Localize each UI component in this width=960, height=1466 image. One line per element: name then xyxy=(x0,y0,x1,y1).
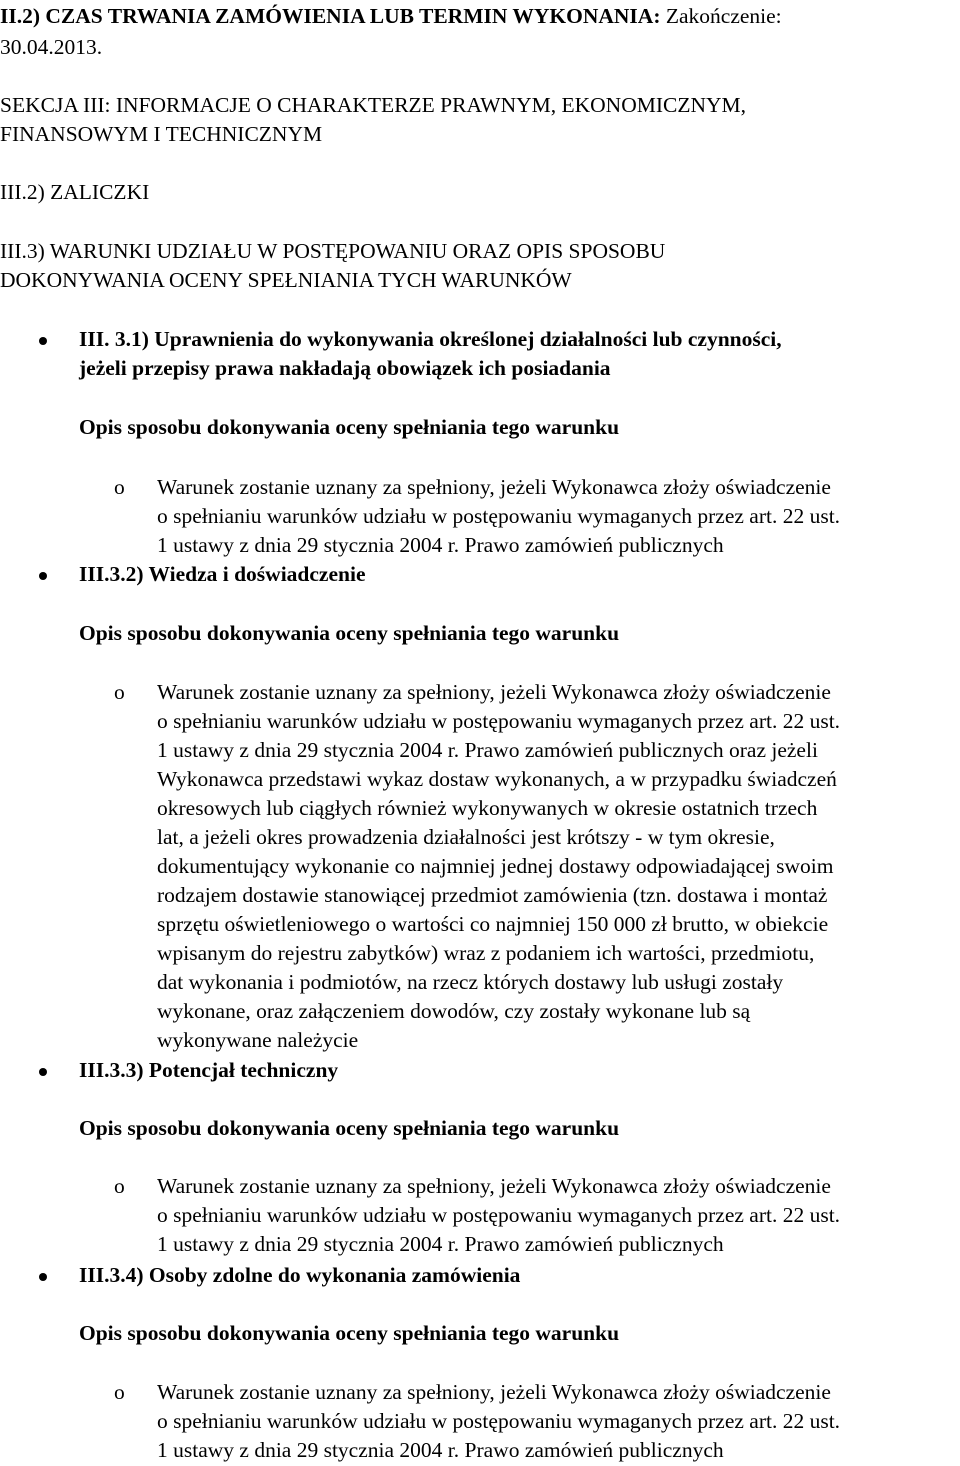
section-iii32-text-line8: rodzajem dostawie stanowiącej przedmiot zamówienia (tzn. dostawa i montaż xyxy=(157,883,828,907)
section-iii32-text-line9: sprzętu oświetleniowego o wartości co najmniej 150 000 zł brutto, w obiekcie xyxy=(157,912,829,936)
section-iii32-text-line12: wykonane, oraz załączeniem dowodów, czy zostały wykonane lub są xyxy=(157,999,751,1023)
section-iii32-opis-heading: Opis sposobu dokonywania oceny spełniania tego warunku xyxy=(79,621,620,645)
section-iii33-text-line2: o spełnianiu warunków udziału w postępowaniu wymaganych przez art. 22 ust. xyxy=(157,1203,841,1227)
section-ii2-date: 30.04.2013. xyxy=(0,35,103,59)
section-iii33-opis-heading: Opis sposobu dokonywania oceny spełniania tego warunku xyxy=(79,1116,620,1140)
section-iii31-text-line3: 1 ustawy z dnia 29 stycznia 2004 r. Prawo zamówień publicznych xyxy=(157,533,724,557)
section-iii32-text-line4: Wykonawca przedstawi wykaz dostaw wykonanych, a w przypadku świadczeń xyxy=(157,767,837,791)
section-iii31-title-line2: jeżeli przepisy prawa nakładają obowiązek ich posiadania xyxy=(79,356,611,380)
section-iii33-title: III.3.3) Potencjał techniczny xyxy=(79,1058,339,1082)
section-iii32-text-line11: dat wykonania i podmiotów, na rzecz których dostawy lub usługi zostały xyxy=(157,970,784,994)
section-iii31-text-line2: o spełnianiu warunków udziału w postępowaniu wymaganych przez art. 22 ust. xyxy=(157,504,841,528)
section-iii32-text-line3: 1 ustawy z dnia 29 stycznia 2004 r. Prawo zamówień publicznych oraz jeżeli xyxy=(157,738,818,762)
section-iii32-text-line7: dokumentujący wykonanie co najmniej jednej dostawy odpowiadającej swoim xyxy=(157,854,834,878)
section-iii34-text-line3: 1 ustawy z dnia 29 stycznia 2004 r. Prawo zamówień publicznych xyxy=(157,1438,724,1462)
section-iii32-text-line10: wpisanym do rejestru zabytków) wraz z podaniem ich wartości, przedmiotu, xyxy=(157,941,815,965)
bullet-icon xyxy=(39,572,47,580)
sekcja-iii-heading-line1: SEKCJA III: INFORMACJE O CHARAKTERZE PRAWNYM, EKONOMICZNYM, xyxy=(0,93,747,117)
section-iii34-title: III.3.4) Osoby zdolne do wykonania zamówienia xyxy=(79,1263,521,1287)
section-iii2-heading: III.2) ZALICZKI xyxy=(0,180,150,204)
section-iii31-opis-heading: Opis sposobu dokonywania oceny spełniania tego warunku xyxy=(79,415,620,439)
section-iii31-text-line1: Warunek zostanie uznany za spełniony, jeżeli Wykonawca złoży oświadczenie xyxy=(157,475,831,499)
section-ii2-heading xyxy=(0,6,782,28)
sub-bullet-icon: o xyxy=(114,1174,125,1198)
sub-bullet-icon: o xyxy=(114,475,125,499)
section-iii33-text-line1: Warunek zostanie uznany za spełniony, jeżeli Wykonawca złoży oświadczenie xyxy=(157,1174,831,1198)
section-iii34-opis-heading: Opis sposobu dokonywania oceny spełniania tego warunku xyxy=(79,1321,620,1345)
sekcja-iii-heading-line2: FINANSOWYM I TECHNICZNYM xyxy=(0,122,323,146)
sub-bullet-icon: o xyxy=(114,1380,125,1404)
section-iii32-text-line1: Warunek zostanie uznany za spełniony, jeżeli Wykonawca złoży oświadczenie xyxy=(157,680,831,704)
section-iii31-title-line1: III. 3.1) Uprawnienia do wykonywania określonej działalności lub czynności, xyxy=(79,327,782,351)
section-iii3-heading-line2: DOKONYWANIA OCENY SPEŁNIANIA TYCH WARUNKÓW xyxy=(0,268,572,292)
section-iii34-text-line2: o spełnianiu warunków udziału w postępowaniu wymaganych przez art. 22 ust. xyxy=(157,1409,841,1433)
section-iii34-text-line1: Warunek zostanie uznany za spełniony, jeżeli Wykonawca złoży oświadczenie xyxy=(157,1380,831,1404)
section-iii3-heading-line1: III.3) WARUNKI UDZIAŁU W POSTĘPOWANIU ORAZ OPIS SPOSOBU xyxy=(0,239,666,263)
section-iii32-text-line13: wykonywane należycie xyxy=(157,1028,359,1052)
section-iii32-text-line6: lat, a jeżeli okres prowadzenia działalności jest krótszy - w tym okresie, xyxy=(157,825,775,849)
section-iii32-text-line2: o spełnianiu warunków udziału w postępowaniu wymaganych przez art. 22 ust. xyxy=(157,709,841,733)
sub-bullet-icon: o xyxy=(114,680,125,704)
section-iii33-text-line3: 1 ustawy z dnia 29 stycznia 2004 r. Prawo zamówień publicznych xyxy=(157,1232,724,1256)
bullet-icon xyxy=(39,337,47,345)
section-ii2-label: II.2) CZAS TRWANIA ZAMÓWIENIA LUB TERMIN WYKONANIA: xyxy=(0,4,661,28)
section-ii2-value: Zakończenie: xyxy=(660,4,782,28)
bullet-icon xyxy=(39,1273,47,1281)
bullet-icon xyxy=(39,1068,47,1076)
section-iii32-title: III.3.2) Wiedza i doświadczenie xyxy=(79,562,366,586)
section-iii32-text-line5: okresowych lub ciągłych również wykonywanych w okresie ostatnich trzech xyxy=(157,796,818,820)
